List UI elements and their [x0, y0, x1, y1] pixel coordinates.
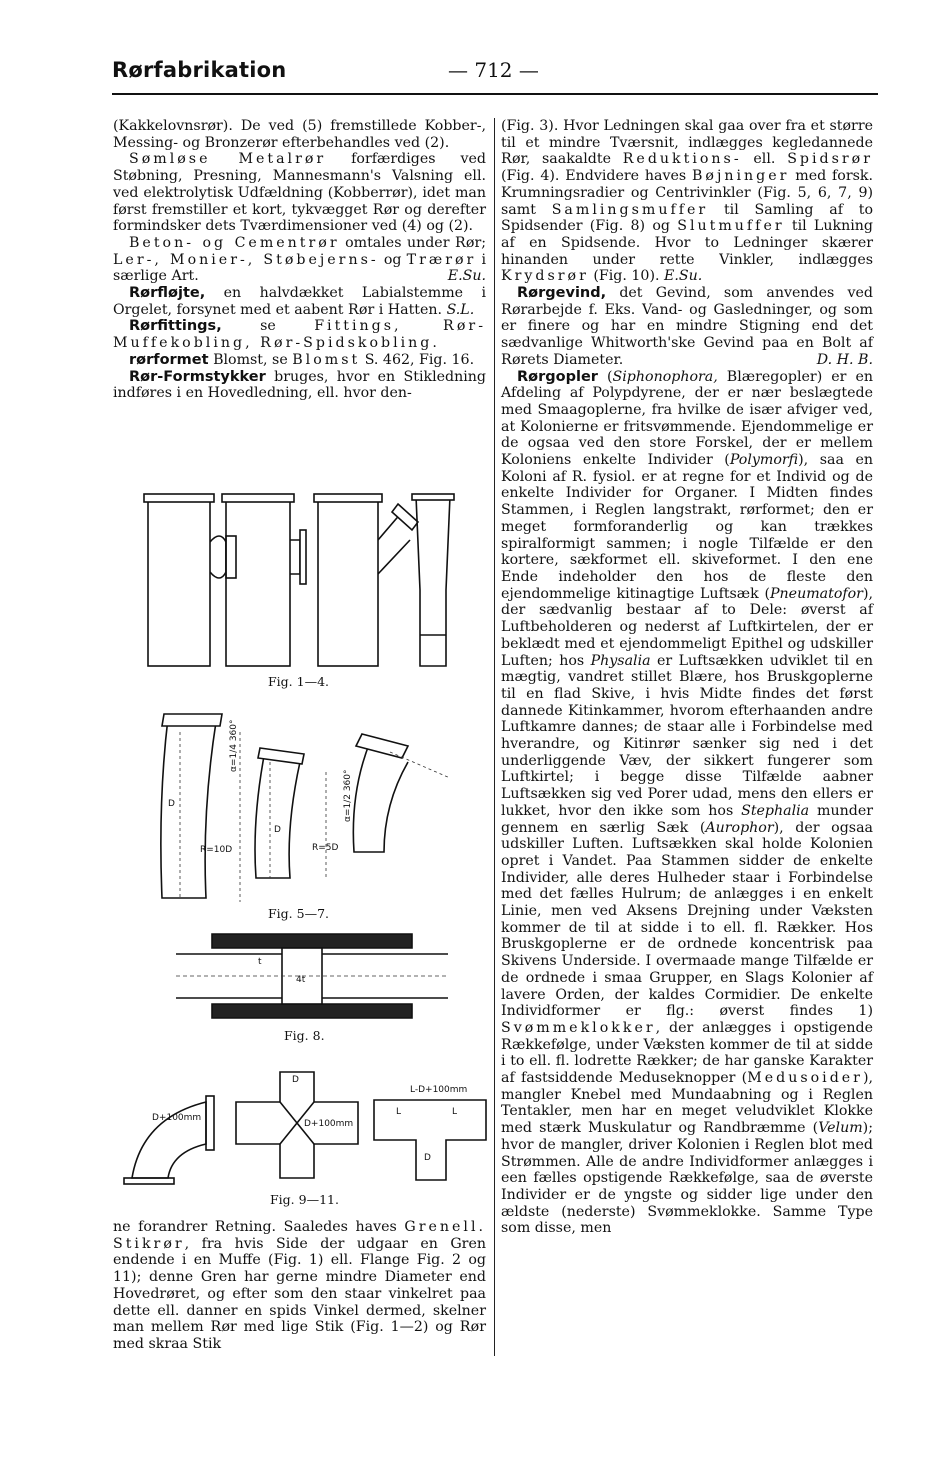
italic-term: Aurophor: [705, 819, 774, 836]
header-rule: [112, 93, 878, 95]
pipe-drawing: [416, 496, 450, 666]
spaced-term: Trærør: [406, 251, 477, 268]
figure-caption: Fig. 1—4.: [268, 674, 329, 689]
label-R10D: R=10D: [200, 845, 233, 855]
figure-pipe-fittings-1-4: [140, 490, 460, 670]
label-angle: α=1/4 360°: [229, 719, 239, 772]
label-R5D: R=5D: [312, 843, 339, 853]
figure-caption: Fig. 9—11.: [270, 1192, 339, 1207]
entry-text: .: [432, 335, 437, 352]
entry: [113, 318, 486, 351]
entry-text: en halvdækket Labialstemme i Orgelet, forsynet med et aabent Rør i Hatten.: [113, 285, 486, 318]
left-column-text: [113, 118, 486, 402]
label-L: L: [396, 1107, 402, 1117]
paragraph-text: til Lukning af en Spidsende. Hvor to Ledninger skærer hinanden under rette Vinkler, indlægges: [501, 218, 873, 268]
entry: [113, 369, 486, 402]
entry: [113, 352, 486, 369]
pipe-drawing: [318, 498, 378, 666]
entry-headword: rørformet: [129, 351, 209, 368]
entry-headword: Rørfittings,: [129, 318, 222, 335]
label-LD100: L-D+100mm: [410, 1085, 468, 1095]
entry-text: er Luftsækken udviklet til en mægtig, vandret stillet Blære, hos Bruskgoplerne til en flad Skive, i hvis Midte findes det først dannede Kitinkammer, hvorom efterhaanden andre Luftkamre dannes; de staar alle i Forbindelse med hverandre, og Kitinrør sænker sig ned i det underliggende Væv, der sikkert fungerer som Luftkirtel; i begge disse Tilfælde aabner Luftsækken sig ved Porer udad, mens den ellers er lukket, hvor den ikke som hos: [501, 652, 873, 819]
entry-text: ), der ogsaa udskiller Luften. Luftsækken skal holde Kolonien opret i Vandet. Paa Stammen sidder de enkelte Individer, alle deres Hulheder staar i Forbindelse med det fælles Hulrum; de anlægges i en enkelt Linie, men ved Aksens Drejning under Væksten kommer de til at sidde i to ell. fl. Rækker. Hos Bruskgoplerne er de ordnede koncentrisk paa Skivens Underside. I overmaade mange Tilfælde er de ordnede i smaa Grupper, en Slags Kolonier af lavere Orden, der kaldes Cormidier. De enkelte Individformer er flg.: øverst findes 1): [501, 819, 873, 1020]
italic-term: Polymorfi: [729, 452, 799, 469]
entry-text: munder gennem en særlig Sæk (: [501, 802, 873, 836]
figure-caption: Fig. 5—7.: [268, 906, 329, 921]
paragraph-text: forfærdiges ved Støbning, Presning, Mannesmann's Valsning ell. ved elektrolytisk Udfældning (Kobberrør), idet man først fremstiller et kort, tykvægget Rør og derefter formindsker dets Tværdimensioner ved (4) og (2).: [113, 151, 486, 235]
page-number: — 712 —: [448, 58, 539, 82]
label-D: D: [424, 1153, 431, 1163]
paragraph-text: omtales under Rør;: [339, 234, 487, 251]
entry-text: ), der sædvanlig bestaar af to Dele: øverst af Luftbeholderen og nederst af Luftkirtelen, der er beklædt med et ejendommeligt Epithel og udskiller Luften; hos: [501, 585, 873, 669]
paragraph-text: med forsk. Krumningsradier og Centrivinkler (Fig. 5, 6, 7, 9) samt: [501, 168, 873, 218]
paragraph: [501, 118, 873, 285]
spaced-term: Spidsrør: [787, 151, 873, 168]
italic-term: Physalia: [590, 652, 651, 669]
paragraph-text: (Fig. 3). Hvor Ledningen skal gaa over fra et større til et mindre Tværsnit, indlægges kegledannede Rør, saakaldte: [501, 118, 873, 168]
figure-caption: Fig. 8.: [284, 1028, 325, 1043]
spaced-term: Bøjninger: [691, 168, 790, 185]
left-column-continuation: [113, 1219, 486, 1353]
label-L: L: [452, 1107, 458, 1117]
figure-coupling-sleeve-8: [172, 928, 452, 1024]
entry-text: (: [597, 368, 613, 385]
pipe-drawing: [226, 498, 290, 666]
entry-text: ), mangler Knebel med Mundaabning og i Reglen Tentakler, men har en meget veludviklet Klokke med stærk Muskulatur og Randbræmme (: [501, 1070, 873, 1137]
italic-term: Pneumatofor: [770, 585, 863, 602]
spaced-term: Krydsrør: [501, 268, 589, 285]
spaced-term: Sømløse Metalrør: [129, 151, 327, 168]
label-t: t: [258, 957, 262, 967]
paragraph: [113, 151, 486, 235]
entry-text: det Gevind, som anvendes ved Rørarbejde f. Eks. Vand- og Gasledninger, og som er finere og har en mindre Stigning end det sædvanlige Whitworth'ske Gevind paa en Bolt af Rørets Diameter.: [501, 285, 873, 368]
label-4t: 4t: [296, 975, 306, 985]
paragraph: [113, 235, 486, 285]
paragraph-text: til Samling af to Spidsender (Fig. 8) og: [501, 201, 873, 235]
label-D: D: [274, 825, 281, 835]
label-D100: D+100mm: [304, 1119, 354, 1129]
paragraph-text: (Fig. 4). Endvidere haves: [501, 168, 692, 185]
cross-reference: Blomst: [292, 351, 361, 368]
paragraph-text: ell.: [741, 151, 788, 168]
entry-headword: Rørgopler: [517, 368, 598, 385]
paragraph-text: i særlige Art.: [113, 251, 486, 285]
pipe-drawing: [148, 498, 210, 666]
paragraph: [113, 118, 486, 151]
spaced-term: Ler-, Monier-, Støbejerns-: [113, 251, 379, 268]
entry-text: ), saa en Koloni af R. fysiol. er at regne for et Individ og de enkelte Individer for Organer. I Midten findes Stammen, i Reglen langstrakt, rørformet; den er meget formforanderlig og kan trækkes spiralformigt sammen; i nogle Tilfælde er den kortere, sækformet ell. skiveformet. I den ene Ende indeholder den hos de fleste den ejendommelige kitinagtige Luftsæk (: [501, 452, 873, 602]
entry-text: Blæregopler) er en Afdeling af Polypdyrene, der er nær beslægtede med Smaagoplerne, fra hvilke de især afviger ved, at Kolonierne er fritsvømmende. Ejendommelige er de ogsaa ved den store Forskel, der er mellem Koloniens enkelte Individer (: [501, 368, 873, 469]
entry: [113, 285, 486, 318]
entry-headword: Rør-Formstykker: [129, 368, 266, 385]
figure-bend-cross-tee-9-11: [112, 1048, 492, 1188]
author-signature: S.L.: [446, 301, 475, 318]
paragraph-text: ne forandrer Retning. Saaledes haves: [113, 1219, 405, 1235]
running-header: [112, 58, 888, 90]
entry-text: , der anlægges i opstigende Rækkefølge, under Væksten kommer de til at sidde i to ell. fl. lodrette Rækker; de har ganske Karakter af fastsiddende Meduseknopper (: [501, 1019, 873, 1087]
entry-text: se: [221, 318, 315, 335]
right-column-text: [501, 118, 873, 1237]
label-D100: D+100mm: [152, 1113, 202, 1123]
label-D: D: [292, 1075, 299, 1085]
spaced-term: Samlingsmuffer: [551, 201, 709, 218]
spaced-term: Beton- og Cementrør: [129, 234, 340, 251]
paragraph-text: (Kakkelovnsrør). De ved (5) fremstillede Kobber-, Messing- og Bronzerør efterbehandles ved (2).: [113, 118, 486, 151]
entry-text: Blomst, se: [208, 351, 293, 368]
spaced-term: Slutmuffer: [677, 218, 785, 235]
paragraph: [113, 1219, 486, 1353]
entry-text: S. 462, Fig. 16.: [360, 351, 475, 368]
entry-text: ); hvor de mangler, driver Kolonien i Reglen blot med Strømmen. Alle de andre Individformer anlægges i een fælles opstigende Rækkefølge, saa de øverste Individer er de yngste og sidder lige under den ældste (nederste) Svømmeklokke. Samme Type som disse, men: [501, 1120, 873, 1237]
author-signature: D. H. B.: [816, 351, 873, 368]
italic-term: Siphonophora,: [612, 368, 718, 385]
running-title: Rørfabrikation: [112, 58, 287, 82]
paragraph-text: , fra hvis Side der udgaar en Gren endende i en Muffe (Fig. 1) ell. Flange Fig. 2 og 11); denne Gren har gerne mindre Diameter end Hovedrøret, og efter som den staar vinkelret paa dette ell. danner en spids Vinkel dermed, skelner man mellem Rør med lige Stik (Fig. 1—2) og Rør med skraa Stik: [113, 1235, 486, 1352]
label-D: D: [168, 799, 175, 809]
cross-reference: Fittings, Rør-Muffekobling, Rør-Spidskobling: [113, 318, 487, 352]
paragraph-text: (Fig. 10).: [588, 268, 660, 285]
entry: [501, 369, 873, 1238]
column-divider: [494, 118, 495, 1356]
author-signature: E.Su.: [447, 268, 486, 285]
author-signature: E.Su.: [664, 268, 703, 285]
entry-headword: Rørfløjte,: [129, 285, 206, 302]
spaced-term: Svømmeklokker: [501, 1019, 656, 1036]
entry: [501, 285, 873, 369]
paragraph-text: og: [378, 251, 407, 268]
entry-headword: Rørgevind,: [517, 285, 607, 302]
italic-term: Stephalia: [741, 802, 810, 819]
spaced-term: Grenell. Stikrør: [113, 1219, 486, 1252]
label-angle: α=1/2 360°: [343, 769, 353, 822]
spaced-term: Medusoider: [747, 1070, 863, 1087]
entry-text: bruges, hvor en Stikledning indføres i en Hovedledning, ell. hvor den-: [113, 368, 486, 402]
italic-term: Velum: [818, 1120, 863, 1137]
spaced-term: Reduktions-: [622, 151, 742, 168]
figure-pipe-bends-5-7: [140, 702, 470, 902]
